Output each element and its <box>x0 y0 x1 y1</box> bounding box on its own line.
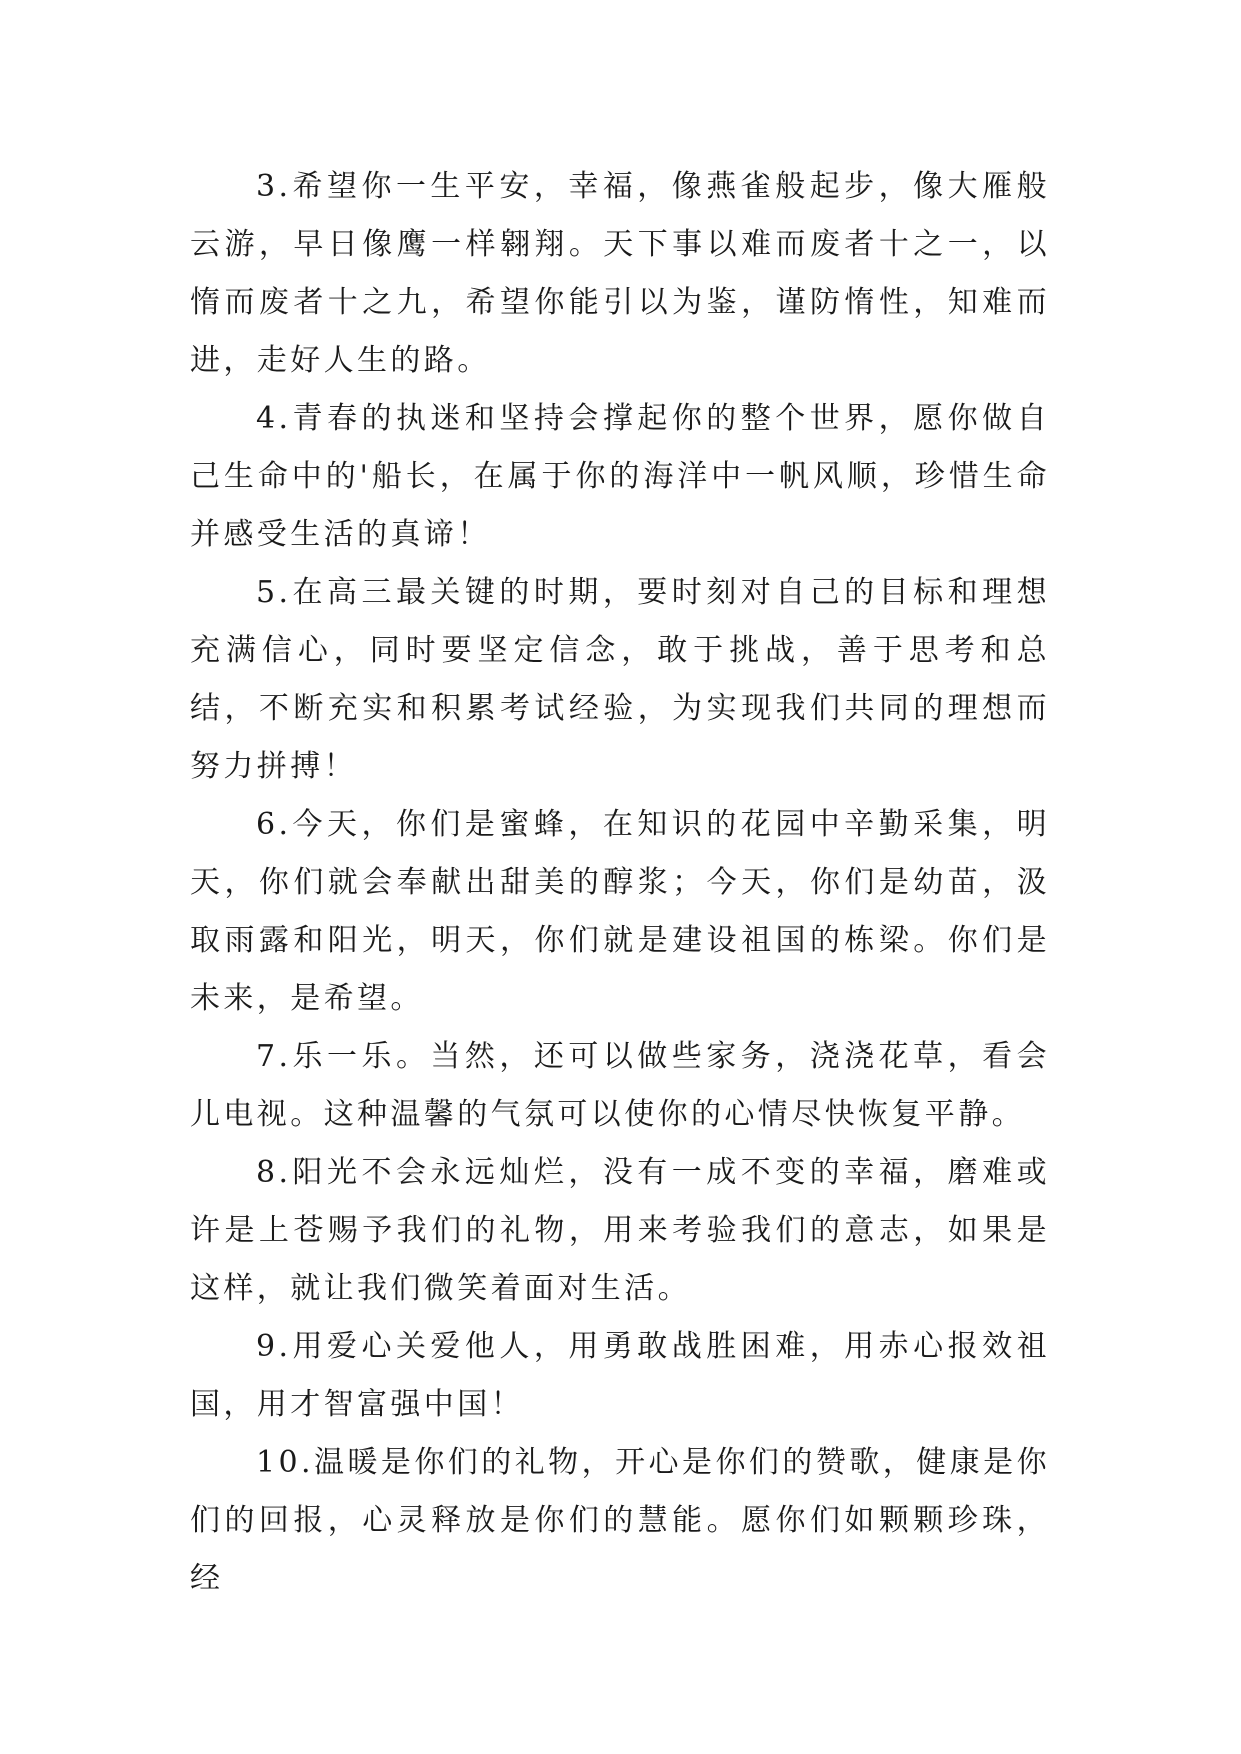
paragraph-7: 7.乐一乐。当然，还可以做些家务，浇浇花草，看会儿电视。这种温馨的气氛可以使你的心情尽快恢复平静。 <box>190 1039 1050 1132</box>
paragraph-4: 4.青春的执迷和坚持会撑起你的整个世界，愿你做自己生命中的'船长，在属于你的海洋中一帆风顺，珍惜生命并感受生活的真谛！ <box>190 401 1050 552</box>
paragraph-6: 6.今天，你们是蜜蜂，在知识的花园中辛勤采集，明天，你们就会奉献出甜美的醇浆；今天，你们是幼苗，汲取雨露和阳光，明天，你们就是建设祖国的栋梁。你们是未来，是希望。 <box>190 807 1050 1016</box>
paragraph-10: 10.温暖是你们的礼物，开心是你们的赞歌，健康是你们的回报，心灵释放是你们的慧能。愿你们如颗颗珍珠，经 <box>190 1445 1050 1596</box>
paragraph-9: 9.用爱心关爱他人，用勇敢战胜困难，用赤心报效祖国，用才智富强中国！ <box>190 1329 1050 1422</box>
document-body <box>190 158 1050 1608</box>
paragraph-3: 3.希望你一生平安，幸福，像燕雀般起步，像大雁般云游，早日像鹰一样翱翔。天下事以难而废者十之一，以惰而废者十之九，希望你能引以为鉴，谨防惰性，知难而进，走好人生的路。 <box>190 169 1050 378</box>
paragraph-5: 5.在高三最关键的时期，要时刻对自己的目标和理想充满信心，同时要坚定信念，敢于挑战，善于思考和总结，不断充实和积累考试经验，为实现我们共同的理想而努力拼搏！ <box>190 575 1050 784</box>
paragraph-8: 8.阳光不会永远灿烂，没有一成不变的幸福，磨难或许是上苍赐予我们的礼物，用来考验我们的意志，如果是这样，就让我们微笑着面对生活。 <box>190 1155 1050 1306</box>
